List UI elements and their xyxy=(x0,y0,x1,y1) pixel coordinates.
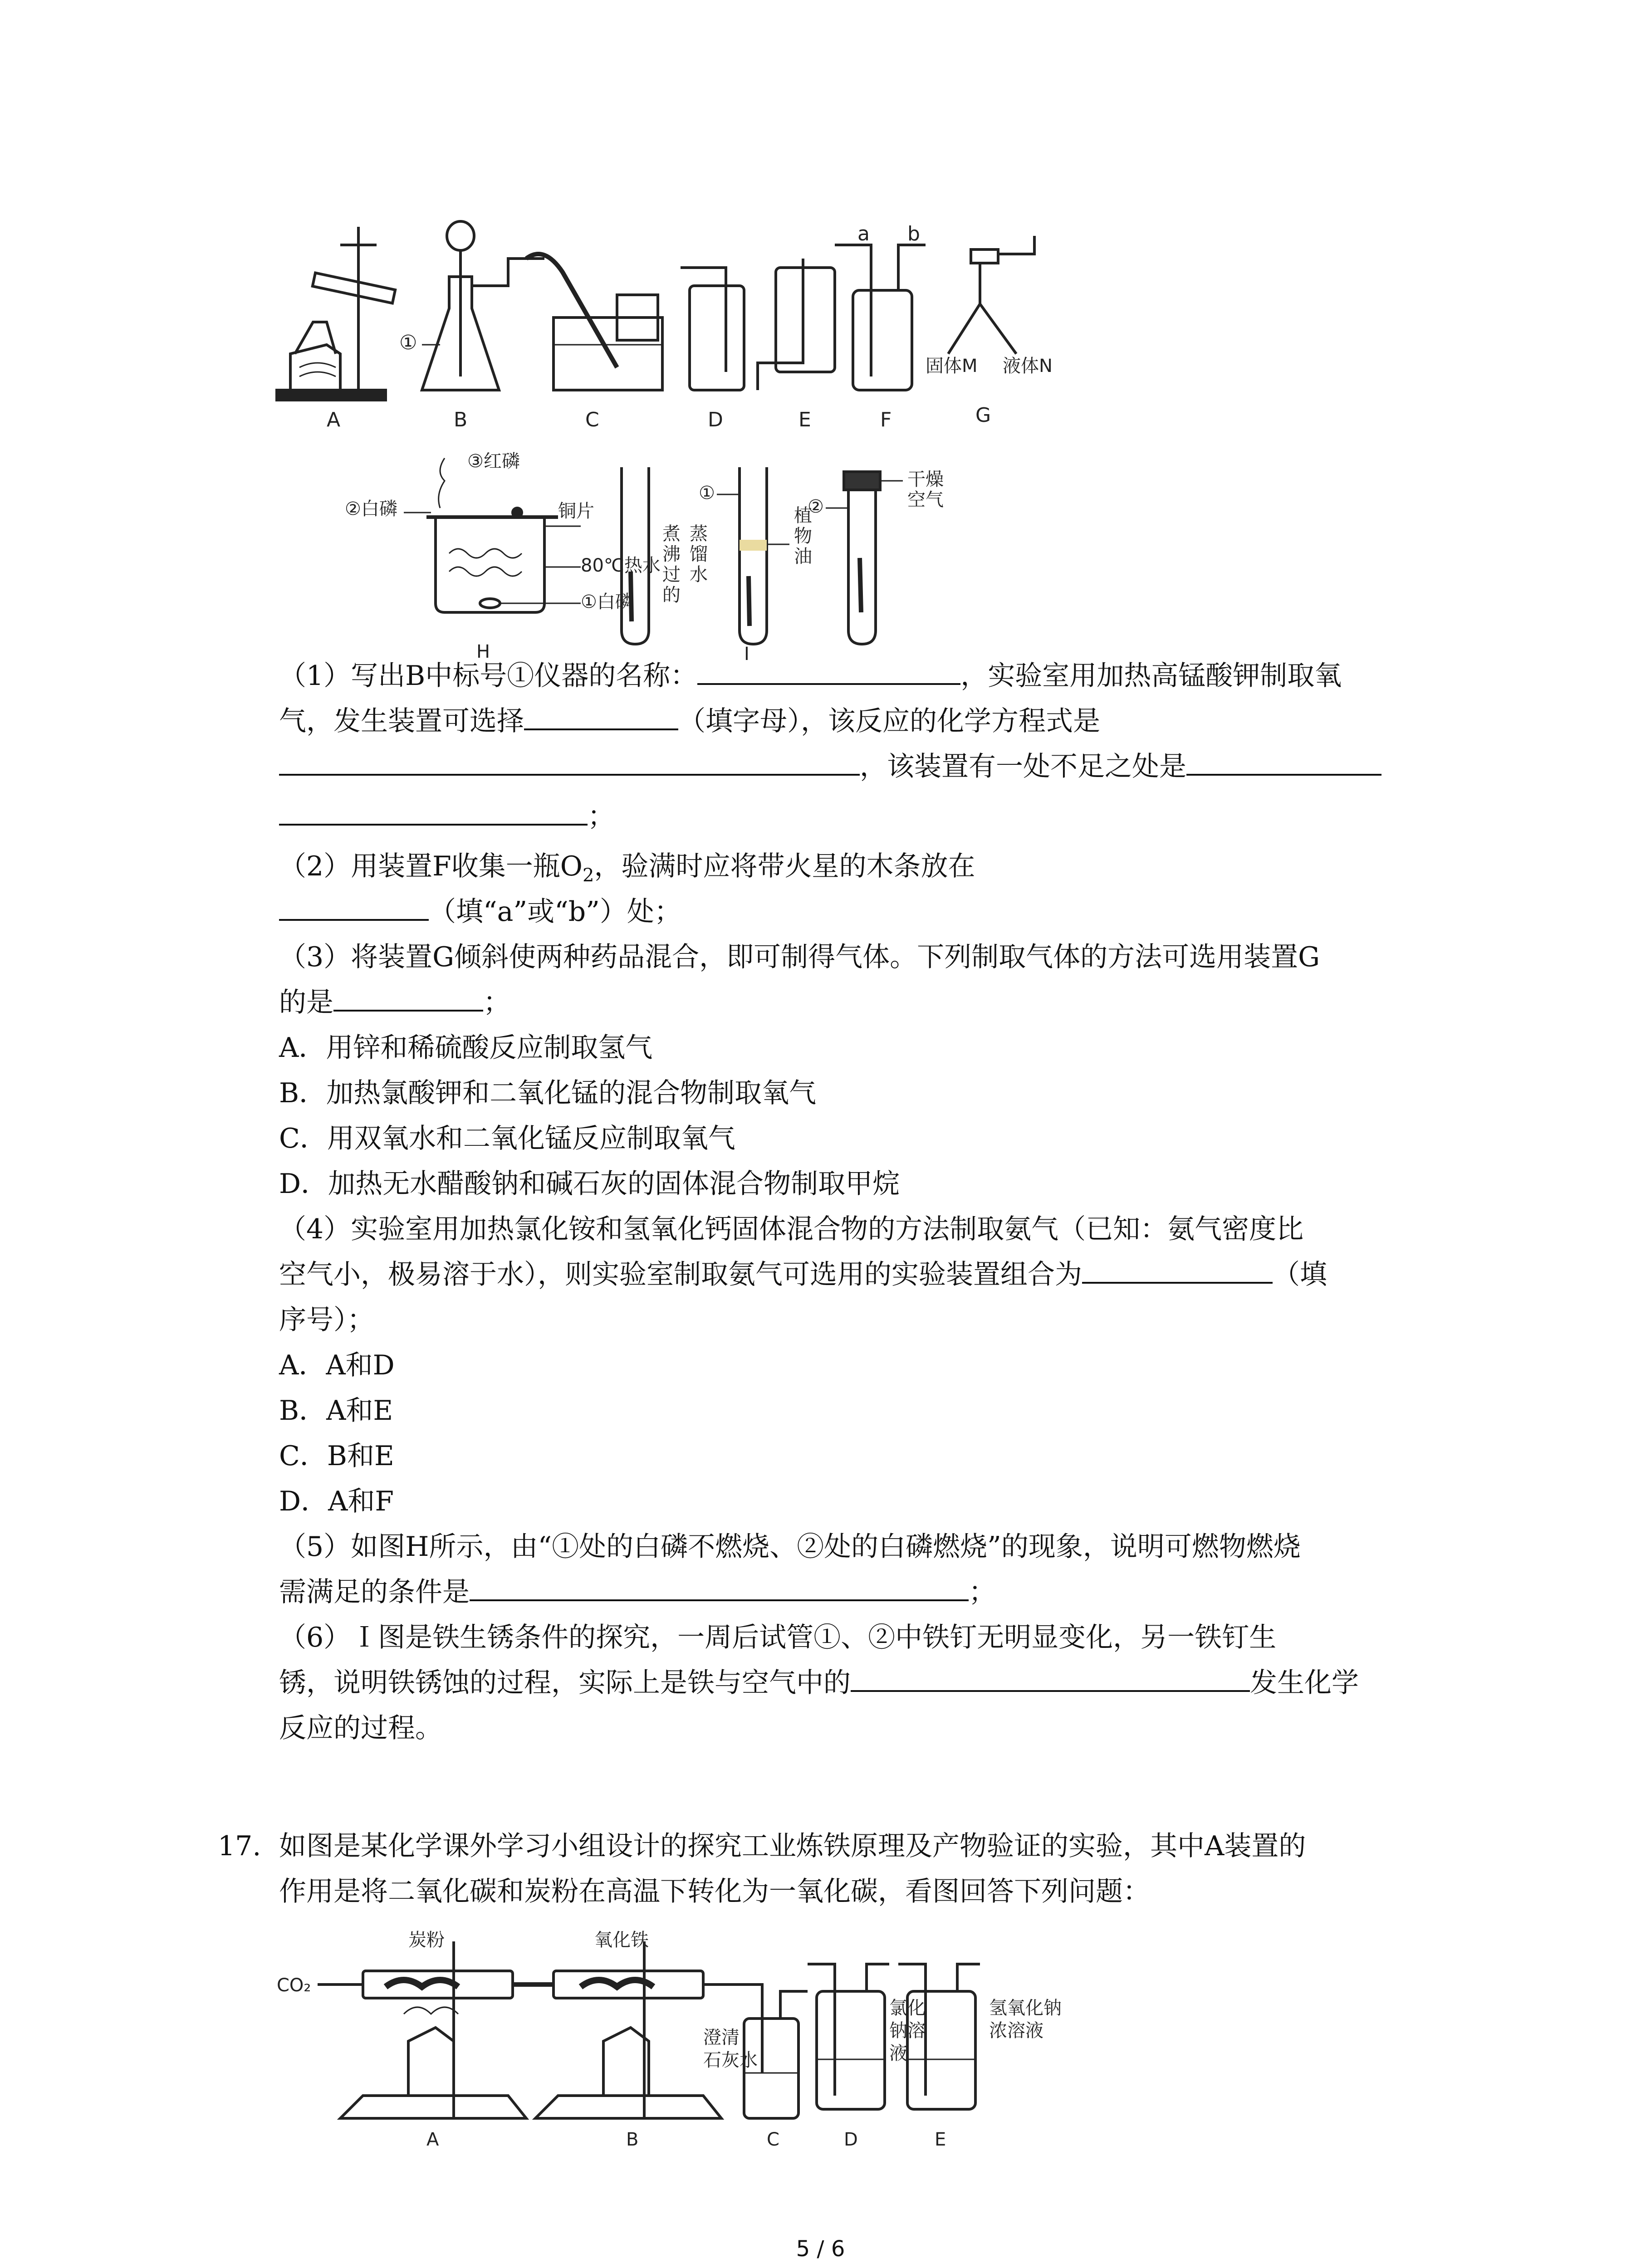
blank-port-choice[interactable] xyxy=(279,891,429,921)
q16-part2-line2: （填“a”或“b”）处； xyxy=(279,889,681,934)
q16-part4-option-b: B．A和E xyxy=(279,1395,393,1427)
label-d: D xyxy=(708,408,723,431)
svg-text:空气: 空气 xyxy=(907,489,944,510)
q16-part6-line3: 反应的过程。 xyxy=(279,1712,442,1744)
blank-device-choice[interactable] xyxy=(524,700,678,730)
svg-text:物: 物 xyxy=(794,526,812,547)
q16-part3-option-d: D．加热无水醋酸钠和碱石灰的固体混合物制取甲烷 xyxy=(279,1168,900,1200)
label-a: A xyxy=(426,2129,439,2150)
label-b: B xyxy=(454,408,468,431)
q16-part3-line2: 的是 ； xyxy=(279,980,510,1025)
q16-part3-option-c: C．用双氧水和二氧化锰反应制取氧气 xyxy=(279,1123,735,1154)
apparatus-figure-2 xyxy=(345,449,1025,662)
q17-number: 17. xyxy=(218,1830,261,1862)
blank-apparatus-combo[interactable] xyxy=(1082,1254,1273,1284)
label-hot-water: 80℃热水 xyxy=(581,555,661,576)
svg-text:过: 过 xyxy=(662,564,681,585)
svg-text:油: 油 xyxy=(794,546,812,567)
q17-line1: 如图是某化学课外学习小组设计的探究工业炼铁原理及产物验证的实验，其中A装置的 xyxy=(279,1830,1306,1862)
label-a-port: a xyxy=(857,222,870,245)
apparatus-figure-3 xyxy=(272,1923,1134,2150)
label-solid-m: 固体M xyxy=(926,356,978,376)
q16-part5-line2: 需满足的条件是 ； xyxy=(279,1569,996,1615)
label-g: G xyxy=(975,404,991,427)
q16-part3-line1: （3）将装置G倾斜使两种药品混合，即可制得气体。下列制取气体的方法可选用装置G xyxy=(279,941,1320,973)
q16-part1-line1: （1）写出B中标号①仪器的名称： ，实验室用加热高锰酸钾制取氧 xyxy=(279,653,1342,699)
q16-part5-line1: （5）如图H所示，由“①处的白磷不燃烧、②处的白磷燃烧”的现象，说明可燃物燃烧 xyxy=(279,1531,1301,1563)
blank-deficiency-cont[interactable] xyxy=(279,796,588,826)
label-e: E xyxy=(798,408,811,431)
label-nacl-solution: 氯化 xyxy=(889,1998,926,2019)
label-vegetable-oil: 植 xyxy=(794,505,812,526)
label-copper: 铜片 xyxy=(558,501,594,522)
q16-part4-option-c: C．B和E xyxy=(279,1440,394,1472)
label-iron-oxide: 氧化铁 xyxy=(594,1930,649,1950)
svg-text:钠溶: 钠溶 xyxy=(889,2020,926,2041)
blank-method-choice[interactable] xyxy=(333,982,483,1012)
label-h: H xyxy=(476,641,490,662)
label-i: I xyxy=(744,644,749,662)
blank-rust-reactants[interactable] xyxy=(851,1662,1250,1692)
label-dry-air: 干燥 xyxy=(907,469,944,490)
label-tube-mark-2: ② xyxy=(808,496,824,517)
label-b-port: b xyxy=(907,222,920,245)
label-co2: CO₂ xyxy=(277,1975,311,1996)
q16-part6-line1: （6）Ｉ图是铁生锈条件的探究，一周后试管①、②中铁钉无明显变化，另一铁钉生 xyxy=(279,1622,1277,1653)
label-boiled: 煮 xyxy=(662,523,681,544)
q16-part4-option-d: D．A和F xyxy=(279,1486,394,1517)
q16-part6-line2: 锈，说明铁锈蚀的过程，实际上是铁与空气中的 发生化学 xyxy=(279,1660,1359,1706)
label-c: C xyxy=(767,2129,779,2150)
blank-combustion-condition[interactable] xyxy=(470,1571,969,1601)
label-white-phosphorus-2: ②白磷 xyxy=(345,499,397,519)
label-liquid-n: 液体N xyxy=(1003,356,1053,376)
svg-text:的: 的 xyxy=(662,585,681,606)
q16-part2-line1: （2）用装置F收集一瓶$O_2$，验满时应将带火星的木条放在 xyxy=(279,850,975,886)
apparatus-figure-1 xyxy=(272,218,1089,435)
q16-part1-line3: ，该装置有一处不足之处是 xyxy=(279,744,1381,789)
label-distilled-water: 蒸 xyxy=(690,523,708,544)
label-f: F xyxy=(880,408,892,431)
blank-instrument-name[interactable] xyxy=(697,655,960,685)
q16-part3-option-b: B．加热氯酸钾和二氧化锰的混合物制取氧气 xyxy=(279,1077,817,1109)
svg-text:浓溶液: 浓溶液 xyxy=(989,2020,1043,2041)
label-white-phosphorus-1: ①白磷 xyxy=(581,591,633,612)
q16-part1-line2: 气，发生装置可选择 （填字母），该反应的化学方程式是 xyxy=(279,699,1100,744)
label-a: A xyxy=(327,408,341,431)
label-carbon-powder: 炭粉 xyxy=(408,1930,445,1950)
svg-text:沸: 沸 xyxy=(662,544,681,565)
label-b-marker: ① xyxy=(399,331,417,354)
q16-part4-option-a: A．A和D xyxy=(279,1349,395,1381)
label-e: E xyxy=(935,2129,946,2150)
label-tube-mark-1: ① xyxy=(699,483,715,503)
label-naoh-solution: 氢氧化钠 xyxy=(989,1998,1062,2019)
svg-text:馏: 馏 xyxy=(690,544,708,565)
svg-text:液: 液 xyxy=(889,2043,907,2064)
blank-equation[interactable] xyxy=(279,746,860,776)
label-limewater: 澄清 xyxy=(703,2027,740,2048)
page-number: 5 / 6 xyxy=(796,2236,845,2262)
svg-text:石灰水: 石灰水 xyxy=(703,2050,758,2071)
label-c: C xyxy=(585,408,599,431)
q16-part1-line4: ； xyxy=(279,794,615,839)
svg-text:水: 水 xyxy=(690,564,708,585)
blank-deficiency[interactable] xyxy=(1186,746,1381,776)
q16-part4-line1: （4）实验室用加热氯化铵和氢氧化钙固体混合物的方法制取氨气（已知：氨气密度比 xyxy=(279,1213,1304,1245)
q16-part4-line3: 序号）； xyxy=(279,1304,374,1336)
q17-line2: 作用是将二氧化碳和炭粉在高温下转化为一氧化碳，看图回答下列问题： xyxy=(279,1876,1150,1907)
label-red-phosphorus: ③红磷 xyxy=(467,451,520,472)
q16-part4-line2: 空气小，极易溶于水），则实验室制取氨气可选用的实验装置组合为 （填 xyxy=(279,1252,1327,1297)
q16-part3-option-a: A．用锌和稀硫酸反应制取氢气 xyxy=(279,1032,653,1064)
label-d: D xyxy=(844,2129,858,2150)
label-b: B xyxy=(626,2129,639,2150)
